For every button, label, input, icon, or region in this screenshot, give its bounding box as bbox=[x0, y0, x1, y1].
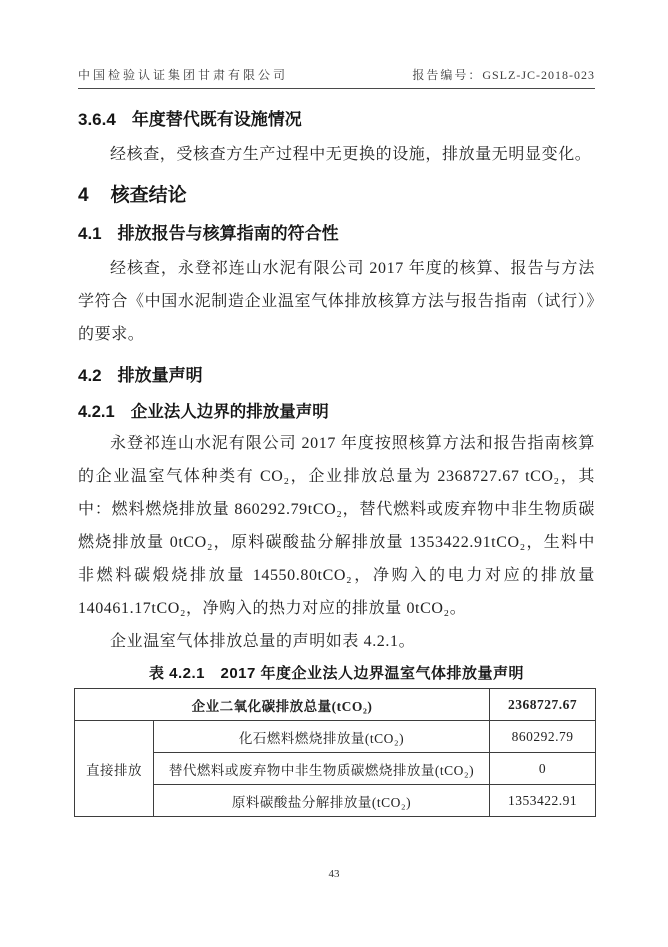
report-number-label: 报告编号： bbox=[412, 68, 483, 82]
table-caption: 表 4.2.1 2017 年度企业法人边界温室气体排放量声明 bbox=[148, 665, 525, 682]
heading-number: 4 bbox=[78, 185, 89, 206]
report-number-value: GSLZ-JC-2018-023 bbox=[482, 68, 595, 82]
heading-title: 年度替代既有设施情况 bbox=[131, 110, 302, 129]
row-label-cell: 替代燃料或废弃物中非生物质碳燃烧排放量(tCO₂) bbox=[154, 753, 490, 785]
paragraph-4-2-1: 永登祁连山水泥有限公司 2017 年度按照核算方法和报告指南核算的企业温室气体种类有 CO₂，企业排放总量为 2368727.67 tCO₂，其中：燃料燃烧排放量 860292.79tCO₂，替代燃料或废弃物中非生物质碳燃烧排放量 0tCO₂，原料碳酸盐分解排放量 1353422.91tCO₂，生料中非燃料碳煅烧排放量 14550.80tCO₂，净购入的电力对应的排放量 140461.17tCO₂，净购入的热力对应的排放量 0tCO₂。 bbox=[78, 435, 595, 617]
heading-title: 核查结论 bbox=[110, 185, 187, 206]
heading-4-2-1 bbox=[78, 401, 595, 423]
heading-4-2 bbox=[78, 364, 595, 387]
heading-title: 企业法人边界的排放量声明 bbox=[130, 403, 329, 421]
row-value-cell: 1353422.91 bbox=[490, 785, 596, 817]
heading-4-1 bbox=[78, 222, 595, 245]
row-label-cell: 原料碳酸盐分解排放量(tCO₂) bbox=[154, 785, 490, 817]
heading-number: 4.1 bbox=[78, 224, 102, 243]
heading-number: 4.2.1 bbox=[78, 403, 115, 421]
heading-number: 4.2 bbox=[78, 366, 102, 385]
emissions-table bbox=[74, 688, 596, 817]
table-row bbox=[75, 721, 596, 753]
table-row-total bbox=[75, 689, 596, 721]
heading-4 bbox=[78, 183, 595, 209]
group-label-cell: 直接排放 bbox=[75, 721, 154, 817]
heading-number: 3.6.4 bbox=[78, 110, 116, 129]
table-row bbox=[75, 785, 596, 817]
page-number: 43 bbox=[328, 868, 340, 880]
heading-3-6-4 bbox=[78, 109, 595, 131]
heading-title: 排放量声明 bbox=[117, 366, 203, 385]
table-row bbox=[75, 753, 596, 785]
total-value-cell: 2368727.67 bbox=[490, 689, 596, 721]
total-label-cell: 企业二氧化碳排放总量(tCO₂) bbox=[75, 689, 490, 721]
row-label-cell: 化石燃料燃烧排放量(tCO₂) bbox=[154, 721, 490, 753]
paragraph-4-1: 经核查，永登祁连山水泥有限公司 2017 年度的核算、报告与方法学符合《中国水泥制造企业温室气体排放核算方法与报告指南（试行）》的要求。 bbox=[78, 260, 595, 343]
row-value-cell: 0 bbox=[490, 753, 596, 785]
paragraph-3-6-4: 经核查，受核查方生产过程中无更换的设施，排放量无明显变化。 bbox=[110, 146, 592, 163]
page-header bbox=[78, 68, 595, 89]
heading-title: 排放报告与核算指南的符合性 bbox=[117, 224, 339, 243]
company-name: 中国检验认证集团甘肃有限公司 bbox=[78, 68, 289, 82]
report-number bbox=[412, 68, 595, 82]
row-value-cell: 860292.79 bbox=[490, 721, 596, 753]
paragraph-table-reference: 企业温室气体排放总量的声明如表 4.2.1。 bbox=[110, 633, 416, 650]
